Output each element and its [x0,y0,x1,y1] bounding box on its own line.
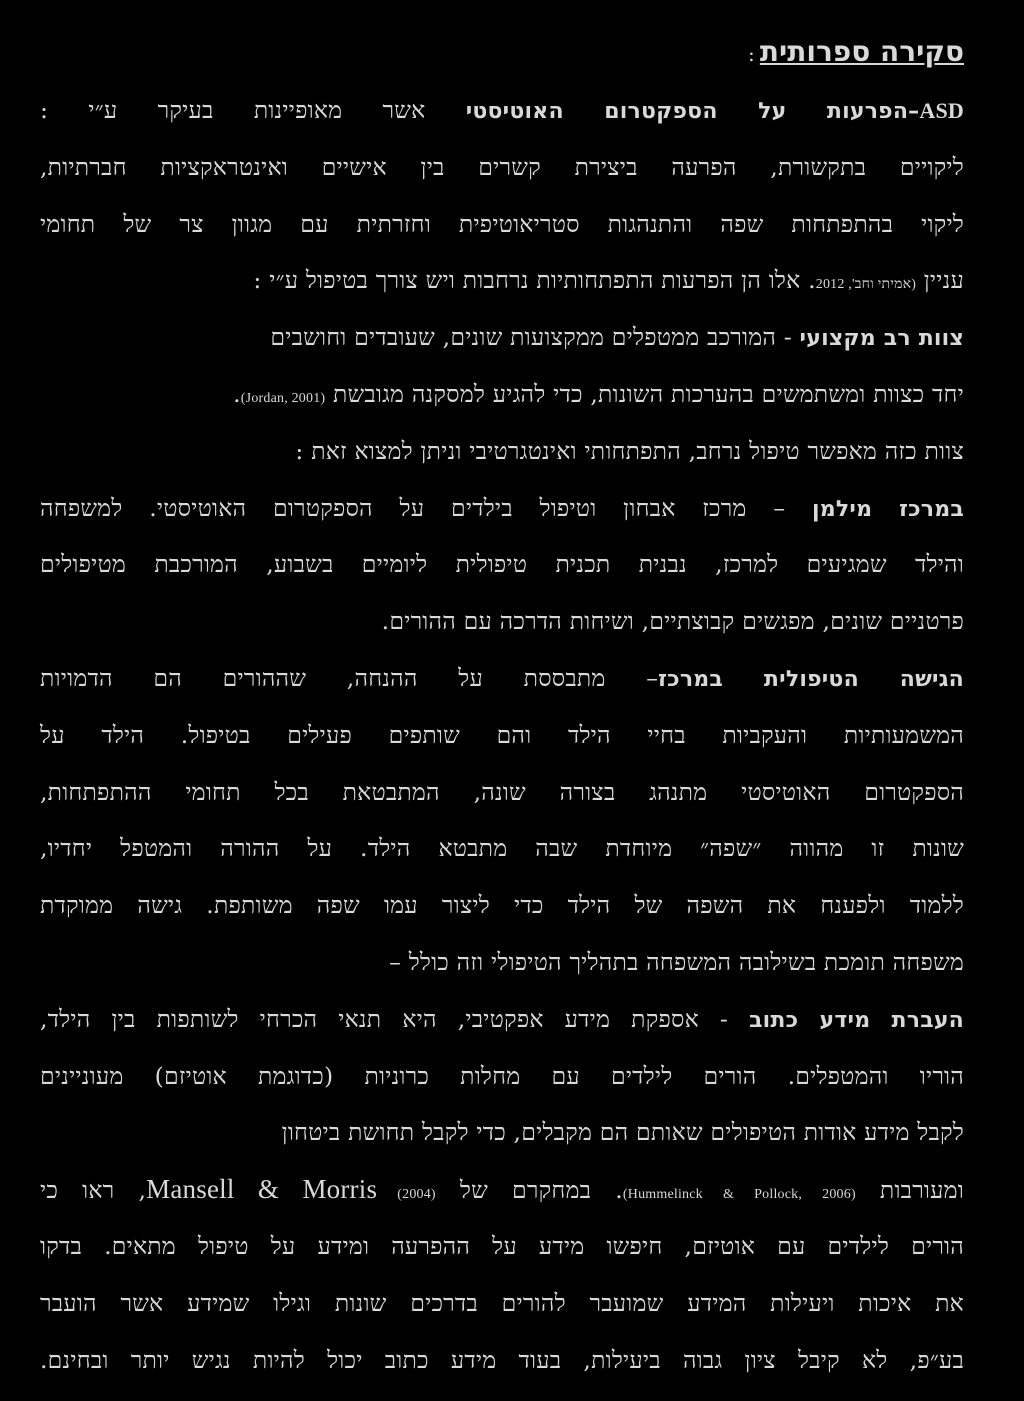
text-line [40,764,964,821]
text-segment: עניין [916,266,964,295]
text-segment: ליקויים בתקשורת, הפרעה ביצירת קשרים בין אישיים ואינטראקציות חברתיות, [40,152,964,181]
text-line [40,82,964,139]
text-segment: – מתבססת על ההנחה, שההורים הם הדמויות [40,663,659,692]
text-line [40,593,964,650]
text-segment: המשמעותיות והעקביות בחיי הילד והם שותפים פעילים בטיפול. הילד על [40,720,964,749]
text-line [40,877,964,934]
title-line [40,22,964,82]
text-line [40,820,964,877]
bold-term: הגישה הטיפולית במרכז [658,666,964,692]
text-segment: והילד שמגיעים למרכז, נבנית תכנית טיפולית ליומיים בשבוע, המורכבת מטיפולים [40,550,964,579]
bold-term: צוות רב מקצועי [799,326,964,352]
text-segment: Mansell & Morris [146,1174,378,1205]
text-segment: פרטניים שונים, מפגשים קבוצתיים, ושיחות הדרכה עם ההורים. [381,607,964,636]
text-segment: , ראו כי [40,1176,147,1205]
text-segment: – מרכז אבחון וטיפול בילדים על הספקטרום האוטיסטי. למשפחה [40,493,813,522]
text-line [40,1332,964,1389]
text-line [40,1048,964,1105]
bold-term: העברת מידע כתוב [749,1007,964,1033]
text-segment: את איכות ויעילות המידע שמועבר להורים בדרכים שונות וגילו שמידע אשר הועבר [40,1288,964,1317]
text-line [40,480,964,537]
text-segment: ללמוד ולפענח את השפה של הילד כדי ליצור עמו שפה משותפת. גישה ממוקדת [40,891,964,920]
text-line [40,252,964,309]
text-segment: שונות זו מהווה ״שפה״ מיוחדת שבה מתבטא הילד. על ההורה והמטפל יחדיו, [40,834,964,863]
text-segment: יחד כצוות ומשתמשים בהערכות השונות, כדי להגיע למסקנה מגובשת [325,379,964,408]
text-line [40,196,964,253]
text-segment: . במחקרם של [435,1176,623,1205]
text-segment: משפחה תומכת בשילובה המשפחה בתהליך הטיפולי וזה כולל – [389,947,964,976]
text-segment: - המורכב ממטפלים ממקצועות שונים, שעובדים וחושבים [270,323,800,352]
text-segment: הוריו והמטפלים. הורים לילדים עם מחלות כרוניות (כדוגמת אוטיזם) מעוניינים [40,1061,964,1090]
text-line [40,139,964,196]
text-segment: צוות כזה מאפשר טיפול נרחב, התפתחותי ואינטגרטיבי וניתן למצוא זאת : [295,436,964,465]
text-segment: הורים לילדים עם אוטיזם, חיפשו מידע על ההפרעה ומידע על טיפול מתאים. בדקו [40,1231,964,1260]
text-segment: - אספקת מידע אפקטיבי, היא תנאי הכרחי לשותפות בין הילד, [40,1004,750,1033]
text-segment: ליקוי בהתפתחות שפה והתנהגות סטריאוטיפית וחזרתית עם מגוון צר של תחומי [40,209,964,238]
text-line [40,309,964,366]
text-segment: (Hummelinck & Pollock, 2006) [622,1187,856,1203]
text-line [40,1104,964,1161]
text-segment: . אלו הן הפרעות התפתחותיות נרחבות ויש צורך בטיפול ע״י : [253,266,816,295]
bold-term: –הפרעות על הספקטרום האוטיסטי [465,99,920,124]
text-line [40,423,964,480]
text-line [40,1218,964,1275]
bold-term: במרכז מילמן [812,496,964,522]
text-segment: (2004) [377,1187,436,1203]
text-line [40,1161,964,1218]
page-title: סקירה ספרותית [759,35,964,68]
text-segment: אשר מאופיינות בעיקר ע״י : [40,96,466,124]
bold-term: ASD [919,98,964,123]
text-segment: (Jordan, 2001) [240,390,326,406]
text-segment: ומעורבות [855,1176,964,1205]
text-line [40,366,964,423]
title-colon: : [748,42,755,66]
text-line [40,991,964,1048]
text-segment: לקבל מידע אודות הטיפולים שאותם הם מקבלים, כדי לקבל תחושת ביטחון [281,1118,964,1147]
body-text [40,82,964,1388]
text-line [40,707,964,764]
text-segment: הספקטרום האוטיסטי מתנהג בצורה שונה, המתבטאת בכל תחומי ההתפתחות, [40,777,964,806]
text-line [40,650,964,707]
text-line [40,536,964,593]
text-line [40,1275,964,1332]
text-segment: בע״פ, לא קיבל ציון גבוה ביעילות, בעוד מידע כתוב יכול להיות נגיש יותר ובחינם. [40,1345,964,1374]
text-segment: . [233,379,241,408]
text-segment: (אמיתי וחב', 2012 [815,277,917,293]
text-line [40,934,964,991]
